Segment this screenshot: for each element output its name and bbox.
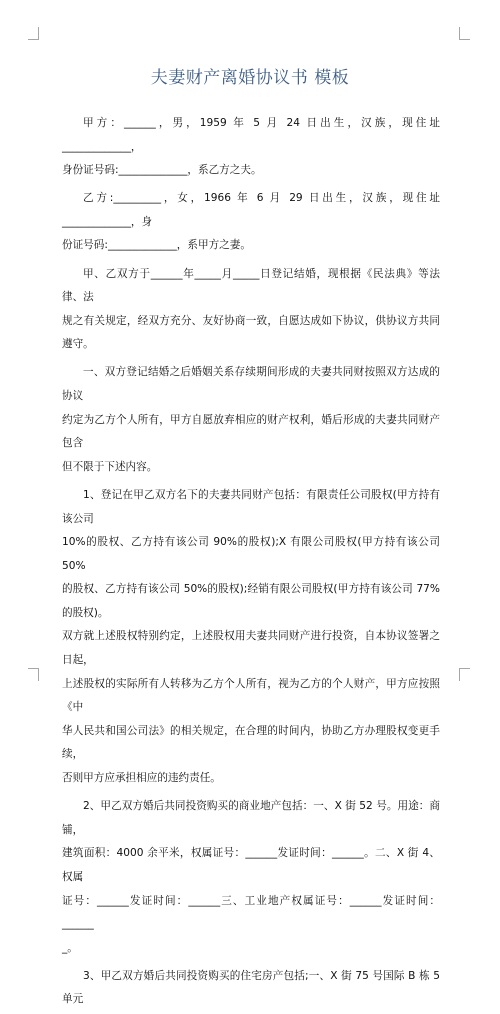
paragraph-item-residential-property xyxy=(62,965,440,1012)
paragraph-item-commercial-property xyxy=(62,795,440,960)
text-line: 2、甲乙双方婚后共同投资购买的商业地产包括：一、X 街 52 号。用途：商铺， xyxy=(62,800,440,836)
paragraph-item-shares xyxy=(62,484,440,791)
paragraph-marriage-registration xyxy=(62,263,440,357)
text-line: 约定为乙方个人所有，甲方自愿放弃相应的财产权利，婚后形成的夫妻共同财产包含 xyxy=(62,413,440,450)
text-line: 甲、乙双方于______年_____月_____日登记结婚，现根据《民法典》等法律、法 xyxy=(62,267,440,304)
text-line: 华人民共和国公司法》的相关规定，在合理的时间内，协助乙方办理股权变更手续， xyxy=(62,724,440,761)
text-line: 3、甲乙双方婚后共同投资购买的住宅房产包括;一、X 街 75 号国际 B 栋 5 单元 xyxy=(62,969,440,1006)
text-line: 一、双方登记结婚之后婚姻关系存续期间形成的夫妻共同财按照双方达成的协议 xyxy=(62,366,440,403)
text-line: 1、登记在甲乙双方名下的夫妻共同财产包括：有限责任公司股权(甲方持有该公司 xyxy=(62,488,440,525)
text-line: 10%的股权、乙方持有该公司 90%的股权);X 有限公司股权(甲方持有该公司 50% xyxy=(62,536,440,572)
text-line: 身份证号码:_____________，系乙方之夫。 xyxy=(62,164,262,177)
paragraph-party-a xyxy=(62,112,440,183)
text-line: 双方就上述股权特别约定，上述股权用夫妻共同财产进行投资，自本协议签署之日起， xyxy=(62,630,440,667)
text-line: 但不限于下述内容。 xyxy=(62,460,158,473)
paragraph-party-b xyxy=(62,187,440,258)
paragraph-clause-one xyxy=(62,361,440,479)
text-line: 份证号码:_____________，系甲方之妻。 xyxy=(62,239,251,252)
text-line: 证号：______发证时间：______三、工业地产权属证号：______发证时间：______ xyxy=(62,894,440,931)
text-line: 上述股权的实际所有人转移为乙方个人所有，视为乙方的个人财产，甲方应按照《中 xyxy=(62,677,440,714)
document-title: 夫妻财产离婚协议书 模板 xyxy=(150,68,350,88)
text-line: 的股权、乙方持有该公司 50%的股权);经销有限公司股权(甲方持有该公司 77%的股权)。 xyxy=(62,583,440,619)
crop-mark-bottom-left xyxy=(28,668,39,681)
crop-mark-top-right xyxy=(459,27,470,40)
crop-mark-bottom-right xyxy=(459,668,470,681)
text-line: 建筑面积：4000 余平米，权属证号：______发证时间：______。二、X 街 4、权属 xyxy=(62,847,440,883)
text-line: _。 xyxy=(62,941,78,954)
text-line: 规之有关规定，经双方充分、友好协商一致，自愿达成如下协议，供协议方共同遵守。 xyxy=(62,314,440,351)
text-line: 乙方:_________，女，1966 年 6 月 29 日出生，汉族，现住址_____________，身 xyxy=(62,192,440,228)
text-line: 否则甲方应承担相应的违约责任。 xyxy=(62,772,221,785)
text-line: 甲方：______，男，1959 年 5 月 24 日出生，汉族，现住址_____________， xyxy=(62,117,440,153)
crop-mark-top-left xyxy=(28,27,39,40)
document-body xyxy=(62,112,440,1014)
